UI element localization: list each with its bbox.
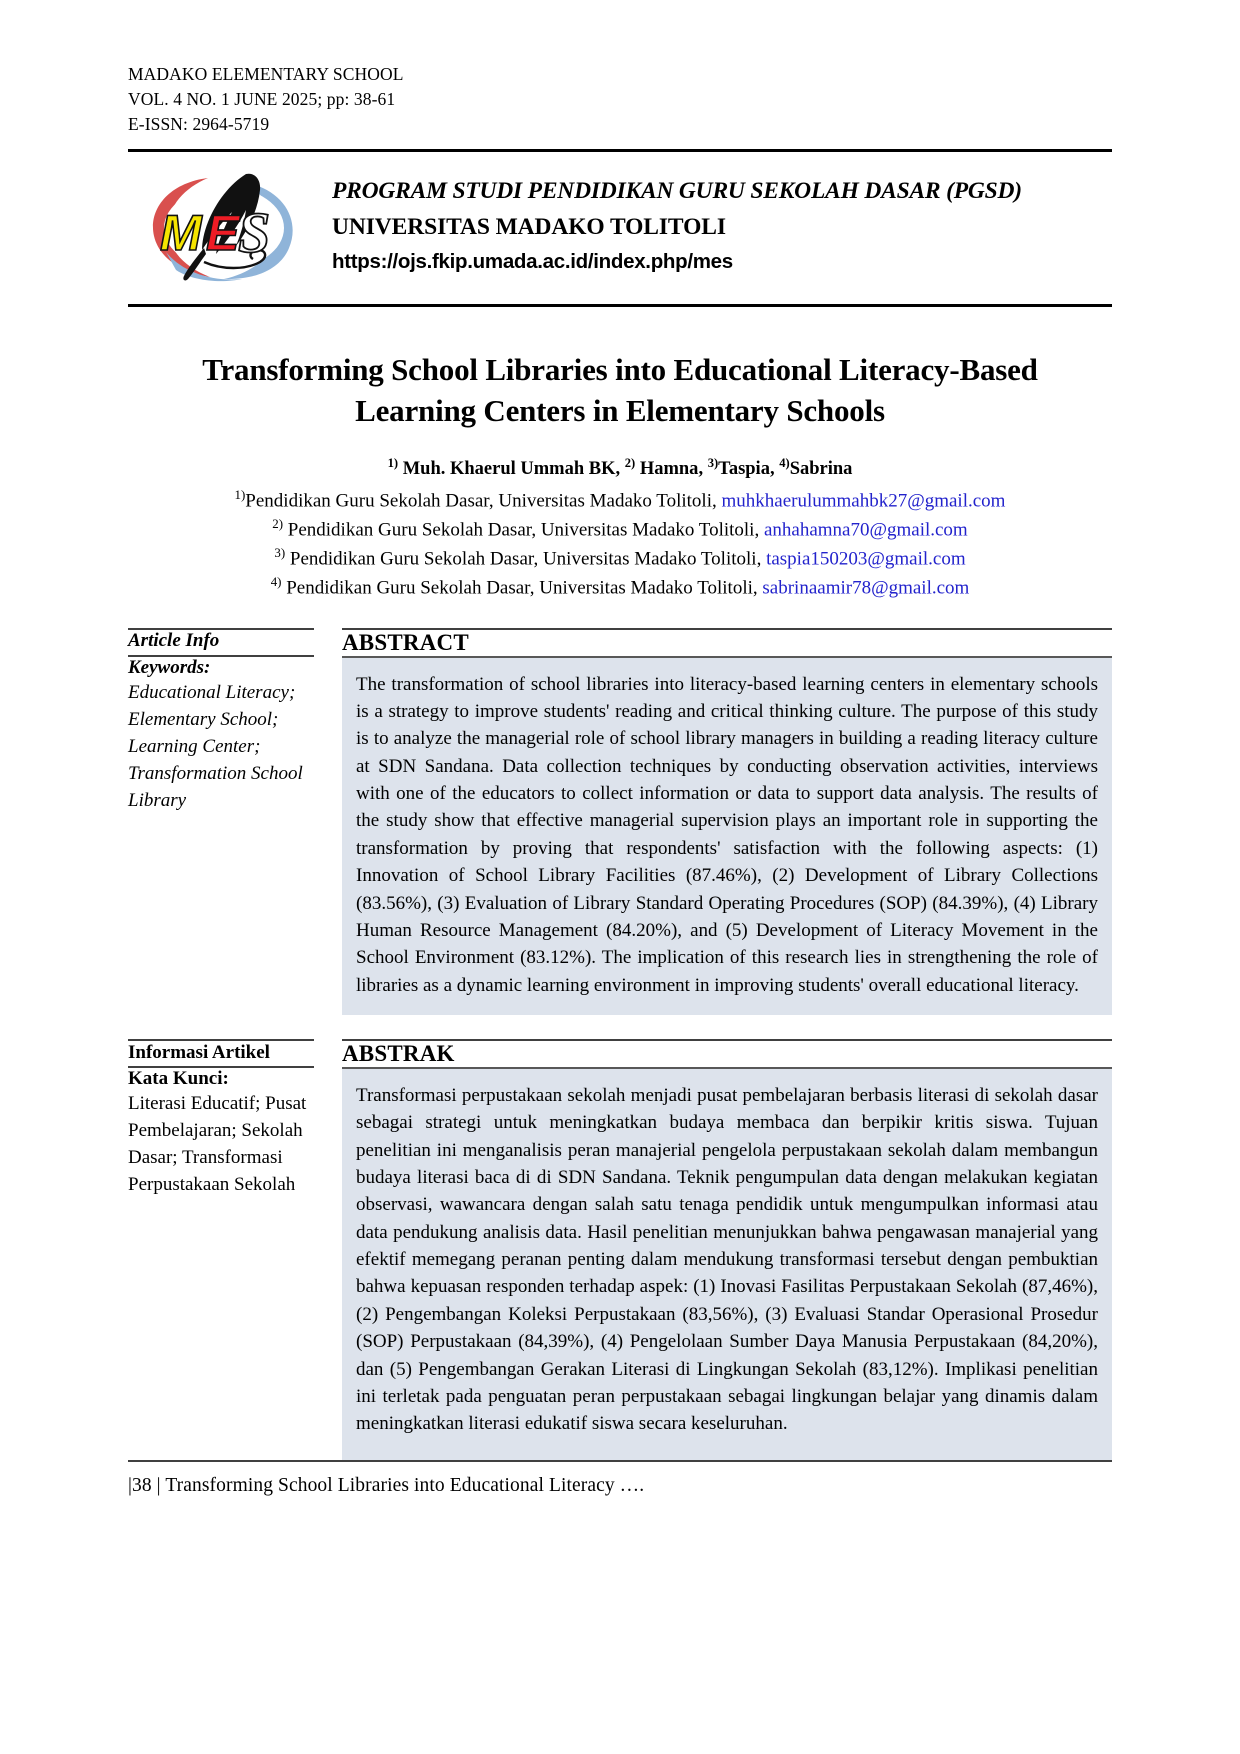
author-name-1: Muh. Khaerul Ummah BK	[402, 459, 616, 480]
spacer-left	[128, 1015, 314, 1040]
author-sep-3: ,	[769, 459, 780, 480]
footer-page-number: |38 |	[128, 1474, 161, 1496]
article-info-header-cell	[128, 629, 314, 656]
header-rule-bottom	[128, 304, 1112, 307]
footer-rule	[128, 1460, 1112, 1462]
author-marker-4: 4)	[779, 455, 790, 470]
author-email-2[interactable]: anhahamna70@gmail.com	[763, 519, 968, 541]
indonesian-header-row	[128, 1040, 1112, 1067]
masthead-program: PROGRAM STUDI PENDIDIKAN GURU SEKOLAH DASAR (PGSD)	[332, 177, 1022, 204]
affiliation-text-3: Pendidikan Guru Sekolah Dasar, Universitas Madako Tolitoli,	[289, 548, 767, 570]
affiliation-marker-2: 2)	[272, 516, 284, 531]
english-body-row	[128, 656, 1112, 1015]
author-marker-1: 1)	[387, 455, 399, 470]
kata-kunci-label: Kata Kunci:	[128, 1067, 229, 1089]
indonesian-abstract-cell	[342, 1067, 1112, 1460]
affiliation-text-4: Pendidikan Guru Sekolah Dasar, Universitas Madako Tolitoli,	[286, 577, 763, 599]
keywords-label: Keywords:	[128, 656, 211, 678]
indonesian-keywords-cell	[128, 1067, 314, 1460]
footer-running-title: Transforming School Libraries into Educational Literacy ….	[165, 1474, 645, 1496]
affiliation-3	[128, 544, 1112, 573]
svg-text:E: E	[206, 204, 240, 261]
journal-name: MADAKO ELEMENTARY SCHOOL	[128, 64, 404, 84]
affiliation-marker-4: 4)	[270, 573, 282, 589]
abstrak-text: Transformasi perpustakaan sekolah menjadi pusat pembelajaran berbasis literasi di sekolah dasar sebagai strategi untuk meningkatkan budaya membaca dan berpikir kritis siswa. Tujuan penelitian ini menganalisis peran manajerial pengelola perpustakaan sekolah dalam membangun budaya literasi baca di di SDN Sandana. Teknik pengumpulan data dengan melakukan kegiatan observasi, wawancara dengan salah satu tenaga pendidik untuk mengumpulkan informasi atau data pendukung analisis data. Hasil penelitian menunjukkan bahwa pengawasan manajerial yang efektif memegang peranan penting dalam mendukung transformasi tersebut dengan pembuktian bahwa kepuasan responden terhadap aspek: (1) Inovasi Fasilitas Perpustakaan Sekolah (87,46%), (2) Pengembangan Koleksi Perpustakaan (83,56%), (3) Evaluasi Standar Operasional Prosedur (SOP) Perpustakaan (84,39%), (4) Pengelolaan Sumber Daya Manusia Perpustakaan (84,20%), dan (5) Pengembangan Gerakan Literasi di Lingkungan Sekolah (83,12%). Implikasi penelitian ini terletak pada penguatan peran perpustakaan sebagai lingkungan belajar yang dinamis dalam meningkatkan literasi edukatif siswa secara keseluruhan.	[342, 1067, 1112, 1460]
affiliation-2	[128, 515, 1112, 544]
english-abstract-cell	[342, 656, 1112, 1015]
header-gap-cell-en	[314, 629, 342, 656]
section-spacer-row	[128, 1015, 1112, 1040]
masthead-url[interactable]: https://ojs.fkip.umada.ac.id/index.php/mes	[332, 249, 733, 273]
english-header-row	[128, 629, 1112, 656]
english-keywords-cell	[128, 656, 314, 1015]
journal-issn: E-ISSN: 2964-5719	[128, 113, 270, 134]
abstract-label: ABSTRACT	[342, 629, 469, 655]
abstract-text: The transformation of school libraries into literacy-based learning centers in elementary schools is a strategy to improve students' reading and critical thinking culture. The purpose of this study is to analyze the managerial role of school library managers in building a reading literacy culture at SDN Sandana. Data collection techniques by conducting observation activities, interviews with one of the educators to collect information or data to support data analysis. The results of the study show that effective managerial supervision plays an important role in supporting the transformation by proving that respondents' satisfaction with the following aspects: (1) Innovation of School Library Facilities (87.46%), (2) Development of Library Collections (83.56%), (3) Evaluation of Library Standard Operating Procedures (SOP) (84.39%), (4) Library Human Resource Management (84.20%), and (5) Development of Literacy Movement in the School Environment (83.12%). The implication of this research lies in strengthening the role of libraries as a dynamic learning environment in improving students' overall educational literacy.	[342, 656, 1112, 1015]
page-title: Transforming School Libraries into Educational Literacy-Based Learning Centers in Elementary Schools	[202, 351, 1038, 428]
affiliation-marker-1: 1)	[234, 487, 246, 503]
svg-text:M: M	[160, 204, 202, 261]
affiliation-1	[128, 486, 1112, 515]
title-block	[128, 349, 1112, 602]
affiliation-text-2: Pendidikan Guru Sekolah Dasar, Universitas Madako Tolitoli,	[287, 519, 764, 541]
author-marker-3: 3)	[707, 455, 719, 470]
affiliations-block	[128, 486, 1112, 602]
author-name-4: Sabrina	[789, 459, 853, 480]
kata-kunci-list: Literasi Educatif; Pusat Pembelajaran; Sekolah Dasar; Transformasi Perpustakaan Sekolah	[128, 1092, 307, 1196]
author-marker-2: 2)	[624, 455, 636, 470]
abstrak-header-cell	[342, 1040, 1112, 1067]
author-email-4[interactable]: sabrinaamir78@gmail.com	[762, 577, 970, 599]
authors-line	[128, 456, 1112, 480]
journal-volume-line: VOL. 4 NO. 1 JUNE 2025; pp: 38-61	[128, 88, 396, 109]
journal-masthead	[128, 152, 1112, 296]
article-info-label: Article Info	[128, 629, 220, 651]
mes-logo-icon	[138, 166, 310, 284]
affiliation-marker-3: 3)	[274, 544, 286, 560]
masthead-university: UNIVERSITAS MADAKO TOLITOLI	[332, 213, 726, 240]
svg-text:S: S	[238, 199, 271, 265]
indonesian-body-row	[128, 1067, 1112, 1460]
affiliation-4	[128, 573, 1112, 602]
informasi-artikel-label: Informasi Artikel	[128, 1041, 270, 1063]
informasi-artikel-header-cell	[128, 1040, 314, 1067]
spacer-right	[342, 1015, 1112, 1040]
abstract-table	[128, 628, 1112, 1460]
author-email-1[interactable]: muhkhaerulummahbk27@gmail.com	[721, 490, 1006, 512]
author-name-2: Hamna	[639, 459, 699, 480]
masthead-text-block	[332, 176, 1112, 274]
affiliation-text-1: Pendidikan Guru Sekolah Dasar, Universitas Madako Tolitoli,	[245, 490, 722, 512]
abstrak-label: ABSTRAK	[342, 1040, 455, 1066]
body-gap-cell-en	[314, 656, 342, 1015]
body-gap-cell-id	[314, 1067, 342, 1460]
author-sep-1: ,	[615, 459, 625, 480]
abstract-header-cell	[342, 629, 1112, 656]
journal-meta-block	[128, 62, 1112, 137]
spacer-gap	[314, 1015, 342, 1040]
author-name-3: Taspia	[718, 459, 770, 480]
keywords-list: Educational Literacy; Elementary School; Learning Center; Transformation School Library	[128, 681, 303, 812]
header-gap-cell-id	[314, 1040, 342, 1067]
author-email-3[interactable]: taspia150203@gmail.com	[766, 548, 966, 570]
author-sep-2: ,	[698, 459, 708, 480]
page-footer	[128, 1475, 1112, 1497]
